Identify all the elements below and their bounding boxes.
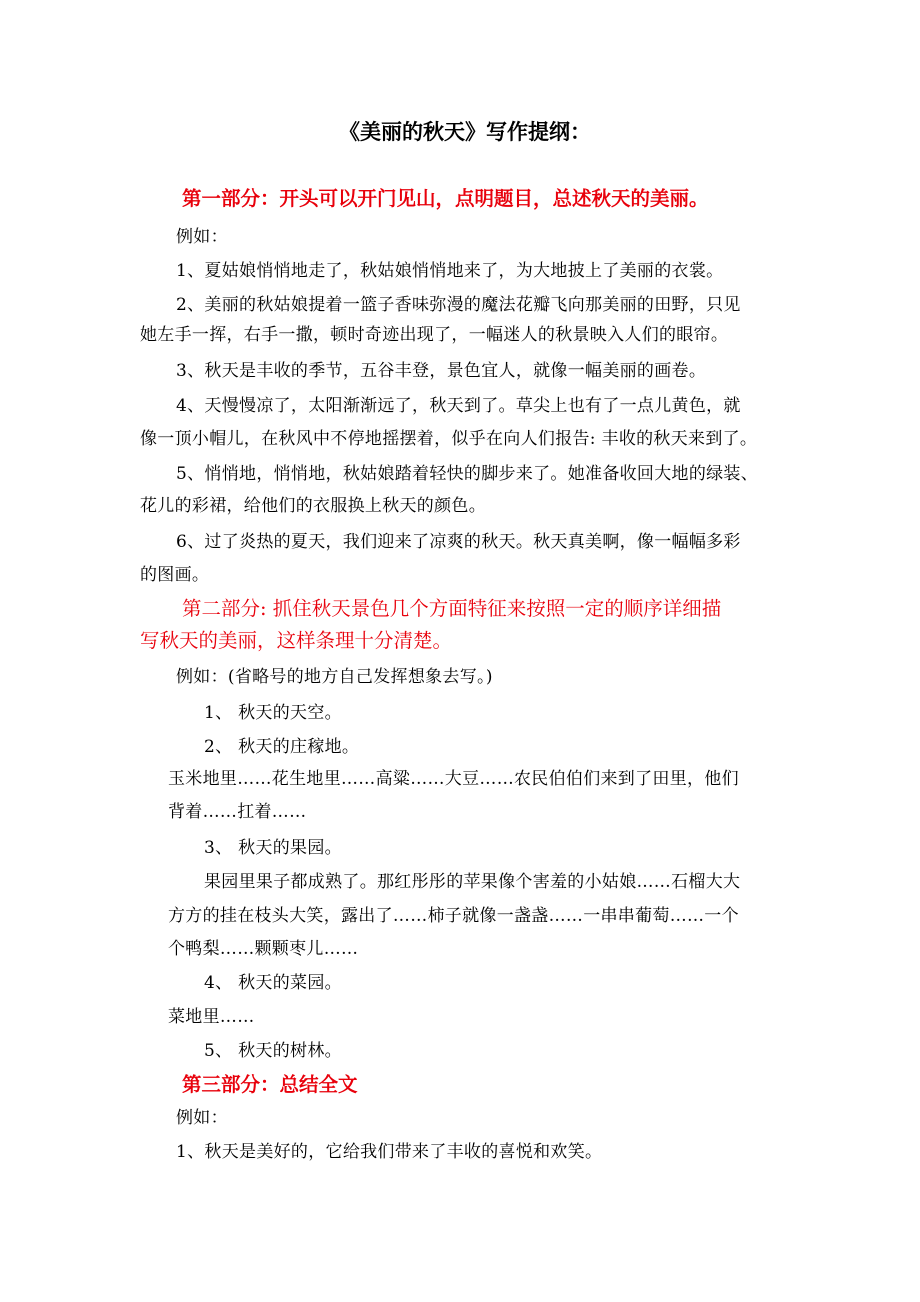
part1-item-line: 1、夏姑娘悄悄地走了，秋姑娘悄悄地来了，为大地披上了美丽的衣裳。 xyxy=(176,261,724,281)
part2-heading-line1: 第二部分: 抓住秋天景色几个方面特征来按照一定的顺序详细描 xyxy=(182,597,722,620)
part2-example-label: 例如：(省略号的地方自己发挥想象去写。) xyxy=(176,667,493,687)
part2-line: 4、 秋天的菜园。 xyxy=(204,973,342,993)
part2-line: 个鸭梨……颗颗枣儿…… xyxy=(168,939,359,959)
part1-heading: 第一部分：开头可以开门见山，点明题目，总述秋天的美丽。 xyxy=(182,187,709,210)
part2-line: 方方的挂在枝头大笑，露出了……柿子就像一盏盏……一串串葡萄……一个 xyxy=(168,906,739,926)
part3-heading: 第三部分：总结全文 xyxy=(182,1073,358,1096)
part1-item-line: 的图画。 xyxy=(140,565,210,585)
part2-line: 背着……扛着…… xyxy=(168,802,307,822)
part1-item-line: 5、悄悄地，悄悄地，秋姑娘踏着轻快的脚步来了。她准备收回大地的绿装、 xyxy=(176,464,759,484)
part2-line: 1、 秋天的天空。 xyxy=(204,703,342,723)
part1-item-line: 3、秋天是丰收的季节，五谷丰登，景色宜人，就像一幅美丽的画卷。 xyxy=(176,361,707,381)
part2-line: 5、 秋天的树林。 xyxy=(204,1041,342,1061)
part1-item-line: 6、过了炎热的夏天，我们迎来了凉爽的秋天。秋天真美啊，像一幅幅多彩 xyxy=(176,532,741,552)
part2-heading-line2: 写秋天的美丽，这样条理十分清楚。 xyxy=(140,629,453,652)
part1-item-line: 花儿的彩裙，给他们的衣服换上秋天的颜色。 xyxy=(140,496,486,516)
part2-line: 果园里果子都成熟了。那红彤彤的苹果像个害羞的小姑娘……石榴大大 xyxy=(204,872,741,892)
part1-item-line: 她左手一挥，右手一撒，顿时奇迹出现了，一幅迷人的秋景映入人们的眼帘。 xyxy=(140,325,729,345)
part3-example-label: 例如： xyxy=(176,1108,228,1128)
part2-line: 3、 秋天的果园。 xyxy=(204,838,342,858)
part2-line: 玉米地里……花生地里……高粱……大豆……农民伯伯们来到了田里，他们 xyxy=(168,769,739,789)
part1-example-label: 例如： xyxy=(176,227,228,247)
part3-item-line: 1、秋天是美好的，它给我们带来了丰收的喜悦和欢笑。 xyxy=(176,1142,603,1162)
document-title: 《美丽的秋天》写作提纲： xyxy=(339,120,591,144)
part1-item-line: 像一顶小帽儿，在秋风中不停地摇摆着，似乎在向人们报告: 丰收的秋天来到了。 xyxy=(140,429,758,449)
part2-line: 菜地里…… xyxy=(168,1007,255,1027)
part1-item-line: 2、美丽的秋姑娘提着一篮子香味弥漫的魔法花瓣飞向那美丽的田野，只见 xyxy=(176,295,741,315)
part2-line: 2、 秋天的庄稼地。 xyxy=(204,737,360,757)
part1-item-line: 4、天慢慢凉了，太阳渐渐远了，秋天到了。草尖上也有了一点儿黄色，就 xyxy=(176,396,741,416)
